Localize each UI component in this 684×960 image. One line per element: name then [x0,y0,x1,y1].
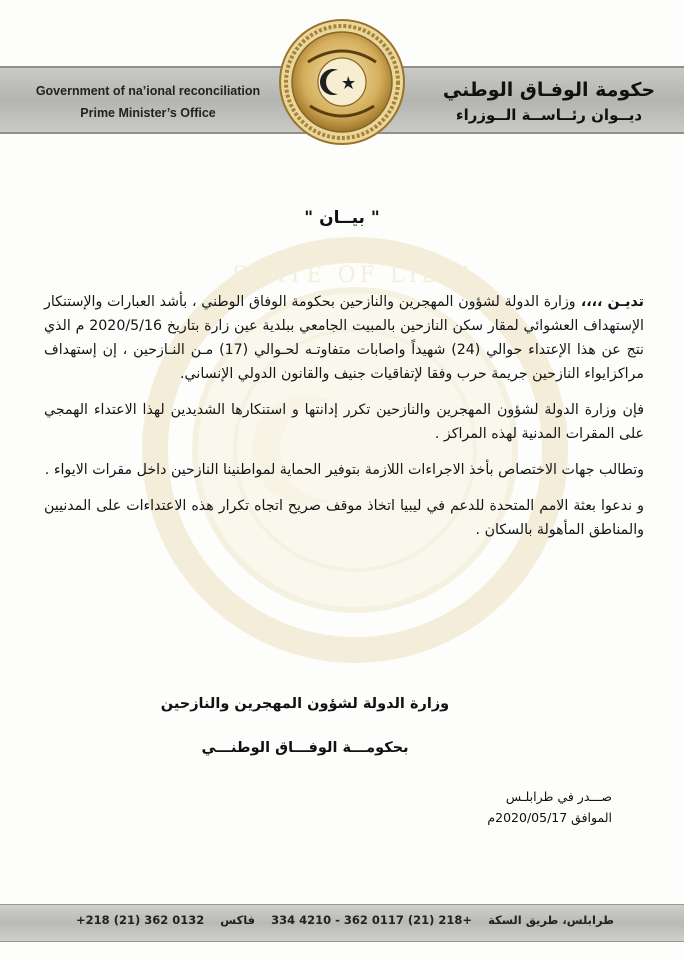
header-en-government: Government of na’ional reconciliation [35,84,261,98]
header-english [28,80,268,124]
header-arabic [434,76,664,126]
footer-address: طرابلس، طريق السكة [488,913,614,927]
issued-date: الموافق 2020/05/17م [487,810,612,825]
issued-place: صـــدر في طرابلـس [505,789,612,804]
paragraph-2: فإن وزارة الدولة لشؤون المهجرين والنازحين تكرر إدانتها و استنكارها الشديدين لهذا الاعتداء الهمجي على المقرات المدنية لهذه المراكز . [44,402,644,442]
paragraph-1 [44,290,644,386]
footer-contact [30,913,660,927]
signature-block [150,682,460,770]
footer-phones: 334 4210 - 362 0117 (21) 218+ [271,913,473,927]
issued-block [440,786,612,828]
statement-title: " بيــان " [304,208,380,228]
statement-body [44,290,644,554]
signature-government: بحكومـــة الوفـــاق الوطنـــي [201,740,409,756]
government-seal-icon [278,18,406,146]
paragraph-1-lead: تديـن ،،،، [575,294,644,310]
paragraph-1-text: وزارة الدولة لشؤون المهجرين والنازحين بحكومة الوفاق الوطني ، بأشد العبارات والإستنكار الإستهداف العشوائي لمقار سكن النازحين بالمبيت الجامعي ببلدية عين زارة بتاريخ 2020/5/16 م الذي نتج عن هذا الإعتداء حوالي (24) شهيداً واصابات متفاوتـه لحـوالي (17) مـن النـازحين ، إن إستهداف مراكزايواء النازحين جريمة حرب وفقا لإتفاقيات جنيف والقانون الدولي الإنساني. [44,294,645,382]
footer-fax-label: فاكس [220,913,256,927]
footer-fax: +218 (21) 362 0132 [76,913,205,927]
header-ar-government: حكومة الوفـاق الوطني [442,79,656,101]
header-ar-office: ديــوان رئــاســة الــوزراء [455,106,643,124]
header-en-office: Prime Minister’s Office [80,106,216,120]
paragraph-3: وتطالب جهات الاختصاص بأخذ الاجراءات اللازمة بتوفير الحماية لمواطنينا النازحين داخل مقرات الايواء . [44,462,644,478]
watermark-text: STATE OF LIBYA [232,263,478,288]
paragraph-4: و ندعوا بعثة الامم المتحدة للدعم في ليبيا اتخاذ موقف صريح اتجاه تكرار هذه الاعتداءات على المدنيين والمناطق المأهولة بالسكان . [44,498,644,538]
signature-ministry: وزارة الدولة لشؤون المهجرين والنازحين [160,696,450,712]
